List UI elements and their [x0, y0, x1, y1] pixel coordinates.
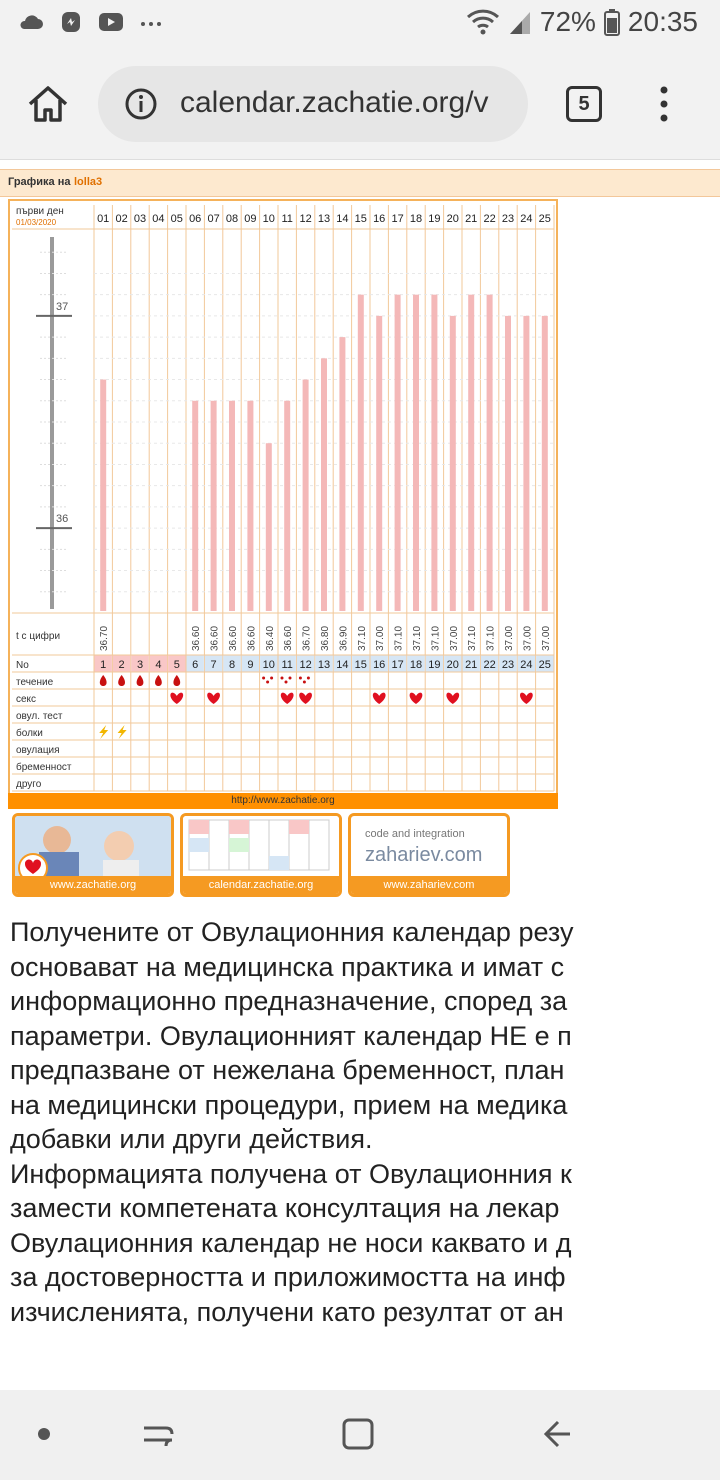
- spotting-icon: [307, 677, 310, 680]
- day-number: 5: [173, 659, 180, 671]
- temperature-value-label: 37.10: [467, 625, 479, 651]
- chart-title-bar: [0, 169, 720, 197]
- row-label-other: друго: [16, 779, 42, 790]
- temperature-value-label: 36.60: [209, 625, 221, 651]
- day-number: 24: [520, 659, 533, 671]
- battery-percent: 72%: [539, 6, 596, 37]
- temperature-value-label: 36.40: [264, 625, 276, 651]
- day-header: 16: [373, 213, 386, 225]
- disclaimer-line: предпазване от нежелана бременност, план: [10, 1055, 565, 1085]
- day-header: 10: [262, 213, 275, 225]
- row-label-sex: секс: [16, 694, 37, 705]
- scale-label: 36: [56, 513, 69, 526]
- chart-title-user[interactable]: lolla3: [74, 176, 103, 188]
- day-number: 6: [192, 659, 199, 671]
- temperature-value-label: 36.60: [283, 625, 295, 651]
- day-header: 21: [465, 213, 478, 225]
- day-number: 20: [446, 659, 459, 671]
- banner-zachatie[interactable]: [12, 813, 174, 897]
- temperature-bar: [487, 295, 493, 611]
- disclaimer-line: замести компетената консултация на лекар: [10, 1193, 560, 1223]
- temperature-value-label: 36.60: [191, 625, 203, 651]
- heart-icon: [281, 693, 294, 704]
- spotting-icon: [303, 681, 306, 684]
- tab-switcher-button[interactable]: 5: [566, 86, 602, 122]
- day-header: 15: [354, 213, 367, 225]
- day-header: 02: [115, 213, 128, 225]
- temperature-value-label: 37.00: [522, 625, 534, 651]
- temperature-bar: [395, 295, 401, 611]
- temperature-value-label: 37.10: [430, 625, 442, 651]
- blood-drop-icon: [173, 675, 180, 686]
- row-label-ovulation: овулация: [16, 745, 60, 756]
- blood-drop-icon: [155, 675, 162, 686]
- day-number: 15: [354, 659, 367, 671]
- temperature-value-label: 37.10: [356, 625, 368, 651]
- day-number: 13: [317, 659, 331, 671]
- day-number: 1: [100, 659, 107, 671]
- temperature-bar: [505, 316, 511, 611]
- temperature-bar: [229, 401, 235, 611]
- day-header: 07: [207, 213, 220, 225]
- day-number: 8: [228, 659, 236, 671]
- temperature-bar: [358, 295, 364, 611]
- temperature-value-label: 37.10: [412, 625, 423, 651]
- clock: 20:35: [627, 6, 698, 37]
- banner-line-2: zahariev.com: [365, 844, 483, 866]
- browser-toolbar: [0, 48, 720, 160]
- day-header: 20: [446, 213, 459, 225]
- day-number: 9: [247, 659, 254, 671]
- disclaimer-line: на медицински процедури, прием на медика: [10, 1089, 568, 1120]
- system-nav-bar: [0, 1390, 720, 1480]
- day-number: 17: [391, 659, 404, 671]
- day-number: 19: [428, 659, 441, 671]
- first-day-date: 01/03/2020: [16, 218, 57, 227]
- cloud-icon: [18, 10, 44, 34]
- temperature-value-label: 37.00: [448, 625, 460, 651]
- temperature-bar: [523, 316, 529, 611]
- disclaimer-line: Овулационния календар не носи каквато и д: [10, 1227, 572, 1258]
- back-icon[interactable]: [540, 1414, 580, 1454]
- day-header: 01: [97, 213, 110, 225]
- disclaimer-line: информационно предназначение, според за: [10, 986, 568, 1016]
- day-number: 16: [373, 659, 386, 671]
- day-number: 25: [538, 659, 551, 671]
- temperature-bar: [450, 316, 456, 611]
- heart-icon: [207, 693, 220, 704]
- temperature-bar: [431, 295, 437, 611]
- heart-icon: [410, 693, 423, 704]
- day-number: 3: [136, 659, 144, 671]
- disclaimer-text: [10, 915, 720, 1329]
- info-icon[interactable]: [124, 87, 158, 121]
- calendar-preview-icon: [183, 816, 339, 876]
- day-number: 2: [118, 659, 125, 671]
- row-label-flow: течение: [16, 677, 54, 688]
- temperature-bar: [192, 401, 198, 611]
- banner-caption: calendar.zachatie.org: [183, 876, 339, 894]
- spotting-icon: [266, 681, 269, 684]
- temperature-value-label: 37.10: [485, 625, 497, 651]
- day-header: 17: [391, 213, 404, 225]
- overflow-menu-icon[interactable]: [654, 82, 674, 126]
- thermometer-bar: [50, 237, 54, 609]
- disclaimer-line: добавки или други действия.: [10, 1124, 373, 1154]
- day-header: 05: [170, 213, 183, 225]
- address-bar[interactable]: [98, 66, 528, 142]
- blood-drop-icon: [100, 675, 107, 686]
- row-label-no: No: [16, 660, 29, 671]
- temperature-bar: [266, 443, 272, 611]
- disclaimer-line: основават на медицинска практика и имат с: [10, 951, 565, 982]
- temperature-value-label: 36.60: [228, 625, 239, 651]
- day-number: 22: [483, 659, 496, 671]
- temperature-bar: [468, 295, 474, 611]
- signal-icon: [508, 8, 532, 36]
- lightning-icon: [118, 725, 127, 739]
- day-header: 11: [281, 213, 293, 225]
- day-number: 10: [262, 659, 275, 671]
- recents-icon[interactable]: [138, 1414, 178, 1454]
- spotting-icon: [299, 677, 302, 680]
- day-header: 25: [538, 213, 551, 225]
- day-header: 23: [501, 213, 515, 225]
- web-page: [0, 161, 720, 1390]
- disclaimer-line: изчисленията, получени като резултат от ан: [10, 1296, 564, 1327]
- banner-caption: www.zahariev.com: [351, 876, 507, 894]
- heart-icon: [520, 693, 533, 704]
- temperature-bar: [211, 401, 217, 611]
- temperature-value-label: 36.70: [301, 625, 313, 651]
- scale-label: 37: [56, 300, 69, 313]
- row-label-pregnancy: бременност: [16, 762, 72, 773]
- day-number: 7: [210, 659, 217, 671]
- day-header: 03: [133, 213, 147, 225]
- spotting-icon: [270, 677, 273, 680]
- row-label-pain: болки: [16, 728, 43, 739]
- day-header: 22: [483, 213, 496, 225]
- heart-icon: [373, 693, 386, 704]
- blood-drop-icon: [137, 675, 144, 686]
- chart-svg: [10, 201, 556, 797]
- banner-line-1: code and integration: [365, 828, 465, 840]
- day-number: 14: [336, 659, 349, 671]
- day-number: 21: [465, 659, 478, 671]
- chart-footer-link[interactable]: http://www.zachatie.org: [8, 793, 558, 809]
- url-text[interactable]: calendar.zachatie.org/v: [180, 86, 489, 119]
- day-header: 13: [317, 213, 331, 225]
- temperature-bar: [542, 316, 548, 611]
- dot-icon[interactable]: [24, 1414, 64, 1454]
- disclaimer-line: Информацията получена от Овулационния к: [10, 1158, 572, 1189]
- family-photo-icon: [15, 816, 171, 876]
- banner-zahariev[interactable]: [348, 813, 510, 897]
- temperature-value-label: 36.80: [320, 625, 331, 651]
- day-header: 04: [152, 213, 165, 225]
- temperature-value-label: 36.90: [338, 625, 350, 651]
- temperature-bar: [247, 401, 253, 611]
- spotting-icon: [281, 677, 284, 680]
- status-bar: [0, 0, 720, 48]
- day-header: 09: [244, 213, 257, 225]
- temperature-value-label: 37.00: [375, 625, 387, 651]
- temperature-bar: [100, 380, 106, 611]
- heart-icon: [170, 693, 183, 704]
- temperature-chart: [8, 199, 558, 799]
- day-number: 11: [281, 659, 293, 671]
- banner-caption: www.zachatie.org: [15, 876, 171, 894]
- messenger-icon: [58, 10, 84, 34]
- disclaimer-line: Получените от Овулационния календар резу: [10, 917, 574, 947]
- first-day-label: първи ден: [16, 206, 64, 217]
- temperature-bar: [284, 401, 290, 611]
- row-label-ovul_test: овул. тест: [16, 711, 63, 722]
- day-header: 24: [520, 213, 533, 225]
- battery-icon: [604, 8, 620, 36]
- more-notifications-icon: [138, 10, 164, 34]
- heart-icon: [446, 693, 459, 704]
- temperature-bar: [303, 380, 309, 611]
- blood-drop-icon: [118, 675, 125, 686]
- day-header: 14: [336, 213, 349, 225]
- spotting-icon: [289, 677, 292, 680]
- temperature-bar: [413, 295, 419, 611]
- temperature-value-label: 37.10: [393, 625, 405, 651]
- row-label-temp: t с цифри: [16, 631, 61, 642]
- home-nav-icon[interactable]: [338, 1414, 378, 1454]
- youtube-icon: [98, 10, 124, 34]
- chart-title-prefix: Графика на: [8, 176, 71, 188]
- lightning-icon: [99, 725, 108, 739]
- day-header: 12: [299, 213, 312, 225]
- day-number: 12: [299, 659, 312, 671]
- day-header: 18: [409, 213, 423, 225]
- spotting-icon: [262, 677, 265, 680]
- temperature-bar: [376, 316, 382, 611]
- spotting-icon: [285, 681, 288, 684]
- temperature-value-label: 36.60: [246, 625, 258, 651]
- day-header: 06: [189, 213, 202, 225]
- day-header: 19: [428, 213, 441, 225]
- temperature-value-label: 37.00: [504, 625, 515, 651]
- day-number: 23: [501, 659, 515, 671]
- day-number: 4: [155, 659, 162, 671]
- banner-calendar[interactable]: [180, 813, 342, 897]
- temperature-value-label: 37.00: [540, 625, 552, 651]
- disclaimer-line: за достоверността и приложимостта на инф: [10, 1262, 566, 1292]
- disclaimer-line: параметри. Овулационният календар НЕ е п: [10, 1020, 572, 1051]
- day-number: 18: [409, 659, 423, 671]
- temperature-value-label: 36.70: [99, 625, 111, 651]
- temperature-bar: [339, 337, 345, 611]
- heart-icon: [299, 693, 312, 704]
- temperature-bar: [321, 358, 327, 611]
- day-header: 08: [225, 213, 239, 225]
- home-icon[interactable]: [26, 82, 70, 126]
- wifi-icon: [466, 8, 500, 36]
